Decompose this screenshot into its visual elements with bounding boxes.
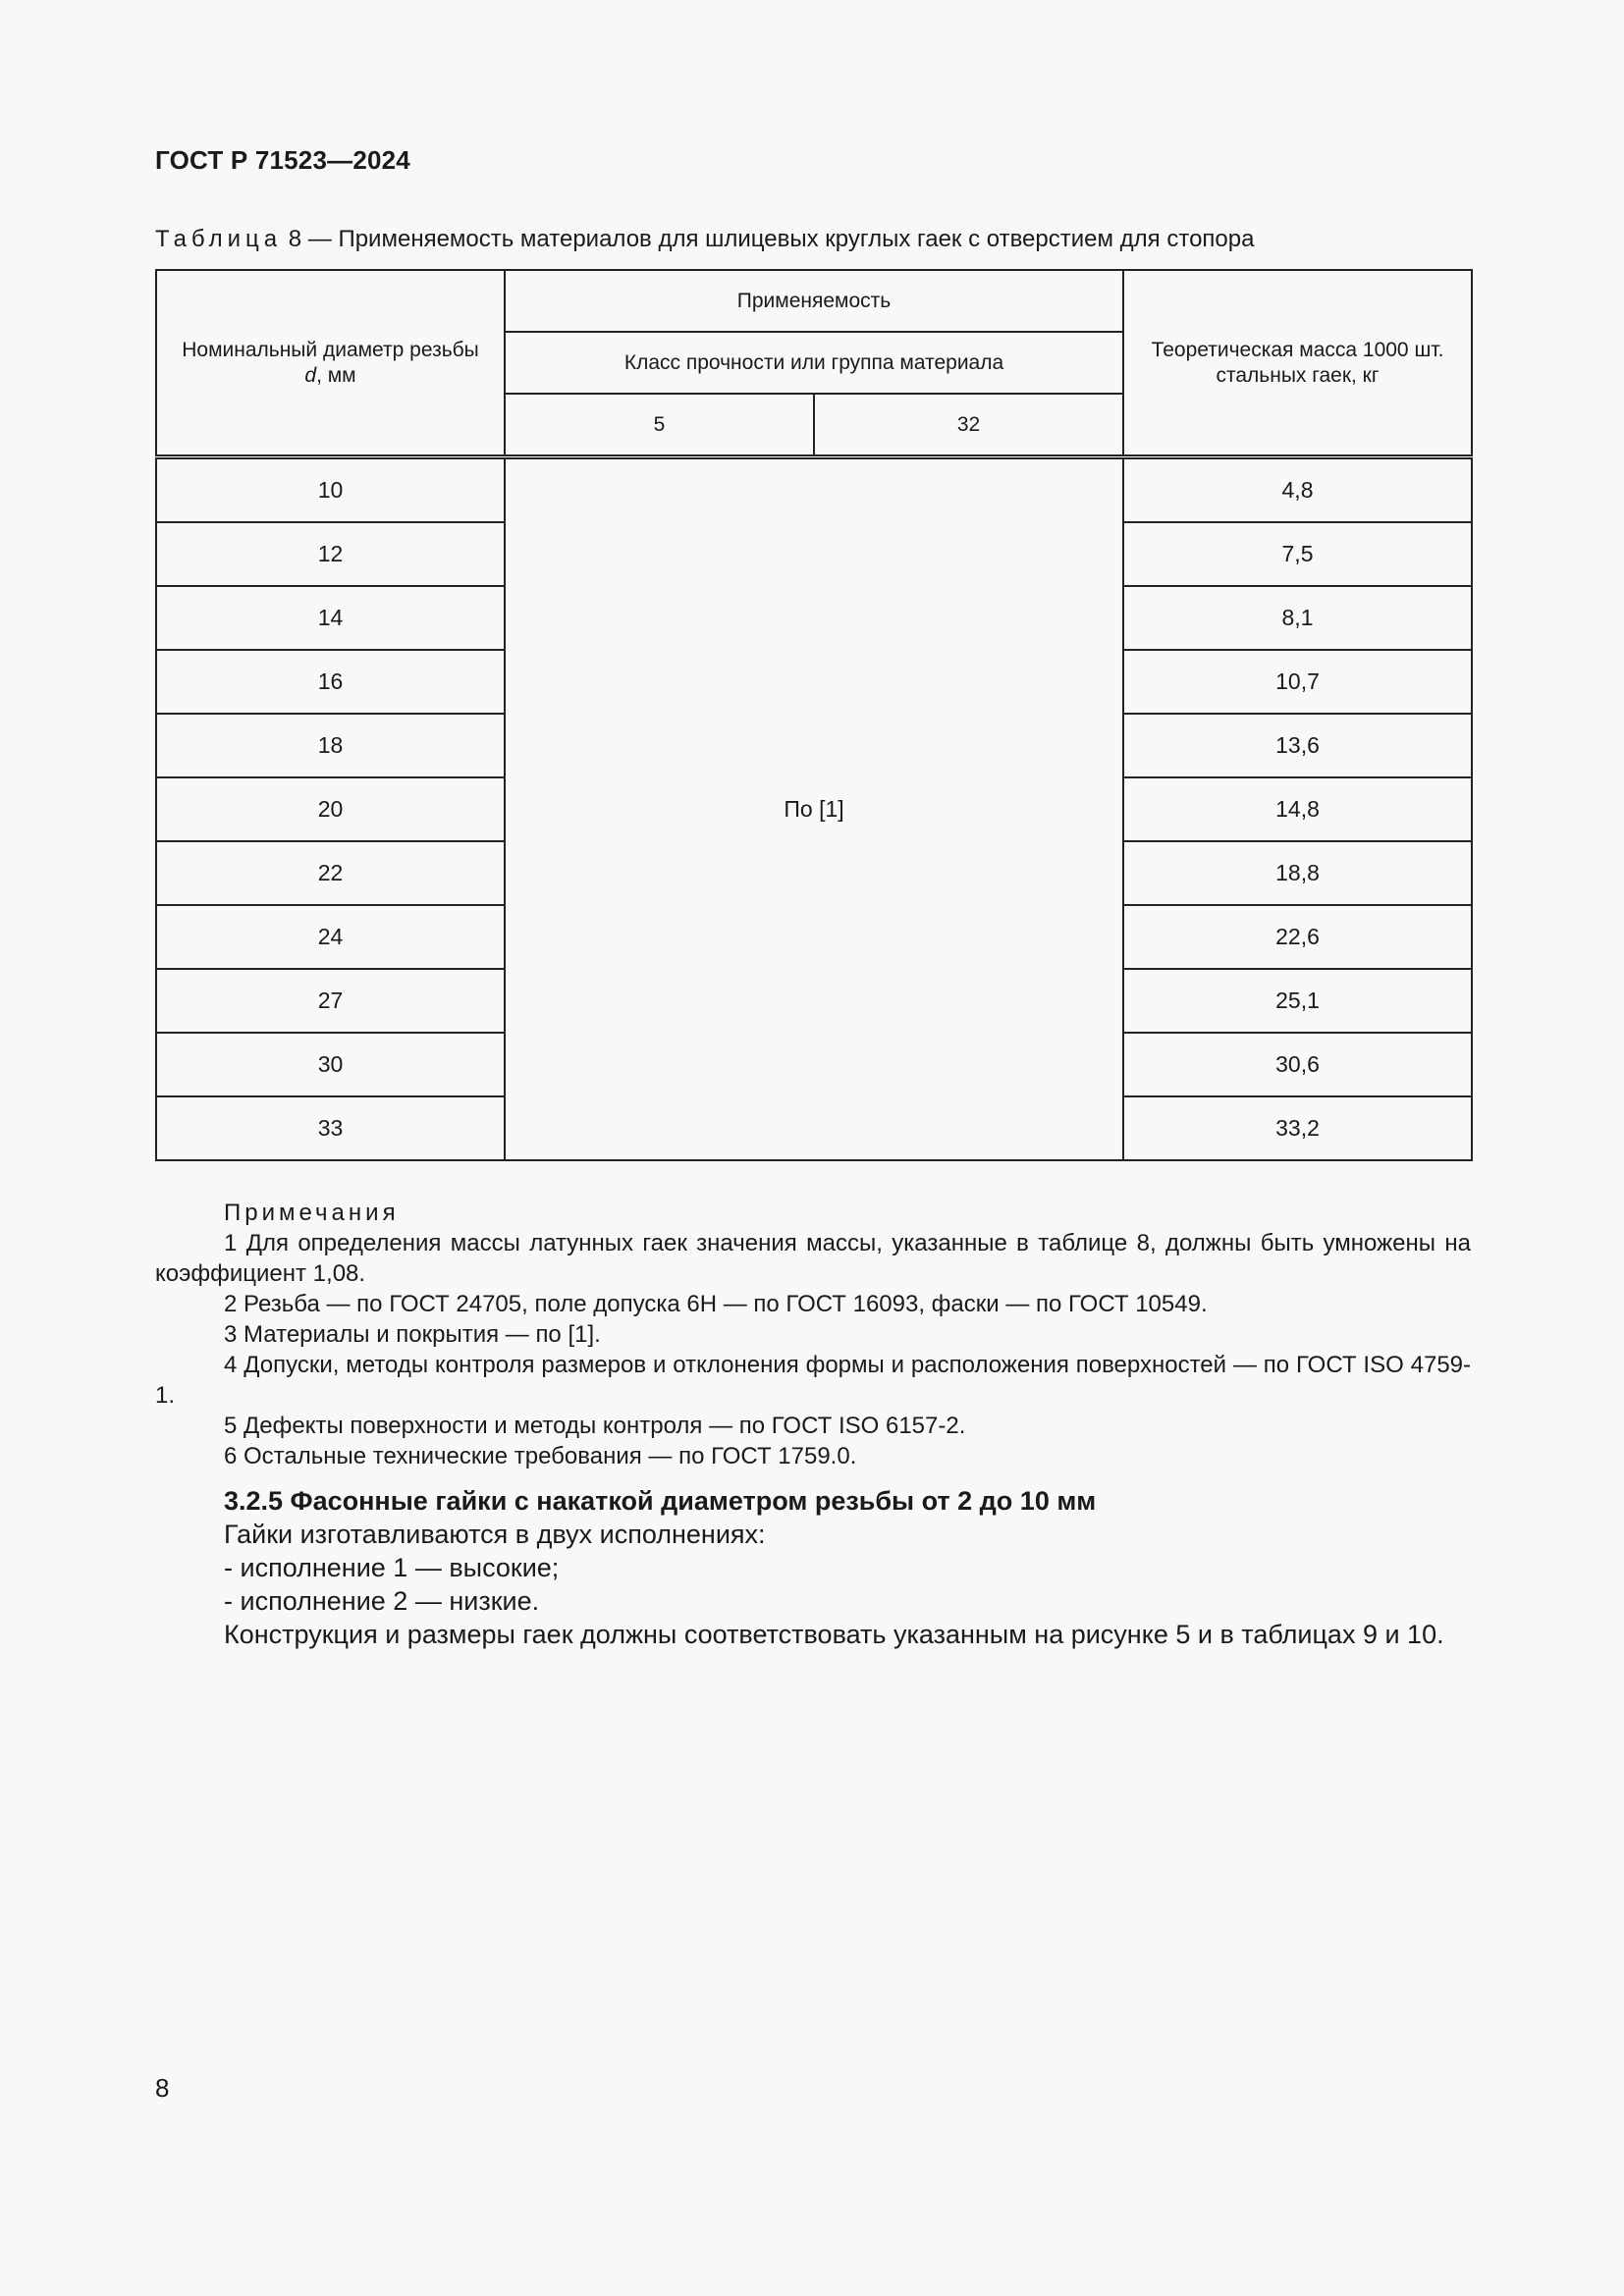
cell-diameter: 22	[156, 841, 505, 905]
notes-title: Примечания	[224, 1200, 400, 1226]
table-caption-text: 8 — Применяемость материалов для шлицевых круглых гаек с отверстием для стопора	[282, 226, 1255, 252]
header-diameter-unit: , мм	[316, 363, 356, 387]
header-applicability: Применяемость	[505, 270, 1123, 332]
cell-mass: 22,6	[1123, 905, 1472, 969]
section-paragraph: Гайки изготавливаются в двух исполнениях:	[224, 1520, 766, 1549]
cell-mass: 14,8	[1123, 777, 1472, 841]
section-paragraph: Конструкция и размеры гаек должны соответствовать указанным на рисунке 5 и в таблицах 9 и 10.	[224, 1620, 1444, 1649]
header-diameter-line1: Номинальный диаметр резьбы	[182, 338, 479, 361]
table-caption	[155, 226, 1254, 253]
header-class-32: 32	[814, 394, 1123, 457]
cell-diameter: 12	[156, 522, 505, 586]
header-mass	[1123, 270, 1472, 457]
cell-diameter: 20	[156, 777, 505, 841]
table-row	[156, 457, 1472, 523]
section-3-2-5	[155, 1484, 1471, 1651]
notes-block	[155, 1198, 1471, 1471]
header-diameter	[156, 270, 505, 457]
table-caption-label: Таблица	[155, 226, 283, 252]
cell-mass: 18,8	[1123, 841, 1472, 905]
header-class-5: 5	[505, 394, 814, 457]
cell-diameter: 18	[156, 714, 505, 777]
cell-diameter: 30	[156, 1033, 505, 1096]
header-class: Класс прочности или группа материала	[505, 332, 1123, 394]
cell-diameter: 14	[156, 586, 505, 650]
cell-diameter: 24	[156, 905, 505, 969]
cell-mass: 4,8	[1123, 457, 1472, 523]
note-item: 5 Дефекты поверхности и методы контроля — по ГОСТ ISO 6157-2.	[224, 1413, 966, 1439]
cell-mass: 8,1	[1123, 586, 1472, 650]
cell-mass: 10,7	[1123, 650, 1472, 714]
header-mass-line2: стальных гаек, кг	[1216, 363, 1380, 387]
cell-mass: 13,6	[1123, 714, 1472, 777]
note-item: 4 Допуски, методы контроля размеров и отклонения формы и расположения поверхностей — по ГОСТ ISO 4759-1.	[155, 1352, 1471, 1409]
cell-mass: 7,5	[1123, 522, 1472, 586]
note-item: 6 Остальные технические требования — по ГОСТ 1759.0.	[224, 1443, 857, 1469]
cell-mass: 30,6	[1123, 1033, 1472, 1096]
document-code: ГОСТ Р 71523—2024	[155, 145, 410, 175]
note-item: 1 Для определения массы латунных гаек значения массы, указанные в таблице 8, должны быть умножены на коэффициент 1,08.	[155, 1230, 1471, 1287]
cell-diameter: 16	[156, 650, 505, 714]
table-container	[155, 269, 1471, 1161]
section-heading: 3.2.5 Фасонные гайки с накаткой диаметром резьбы от 2 до 10 мм	[224, 1486, 1097, 1516]
section-list-item: - исполнение 1 — высокие;	[224, 1553, 560, 1582]
cell-mass: 33,2	[1123, 1096, 1472, 1160]
section-list-item: - исполнение 2 — низкие.	[224, 1586, 540, 1616]
applicability-table	[155, 269, 1473, 1161]
note-item: 3 Материалы и покрытия — по [1].	[224, 1321, 601, 1348]
cell-merged-applicability: По [1]	[505, 457, 1123, 1161]
cell-mass: 25,1	[1123, 969, 1472, 1033]
page-number: 8	[155, 2073, 170, 2103]
cell-diameter: 10	[156, 457, 505, 523]
header-diameter-symbol: d	[304, 363, 317, 387]
header-mass-line1: Теоретическая масса 1000 шт.	[1151, 338, 1444, 361]
cell-diameter: 27	[156, 969, 505, 1033]
cell-diameter: 33	[156, 1096, 505, 1160]
note-item: 2 Резьба — по ГОСТ 24705, поле допуска 6Н — по ГОСТ 16093, фаски — по ГОСТ 10549.	[224, 1291, 1208, 1317]
